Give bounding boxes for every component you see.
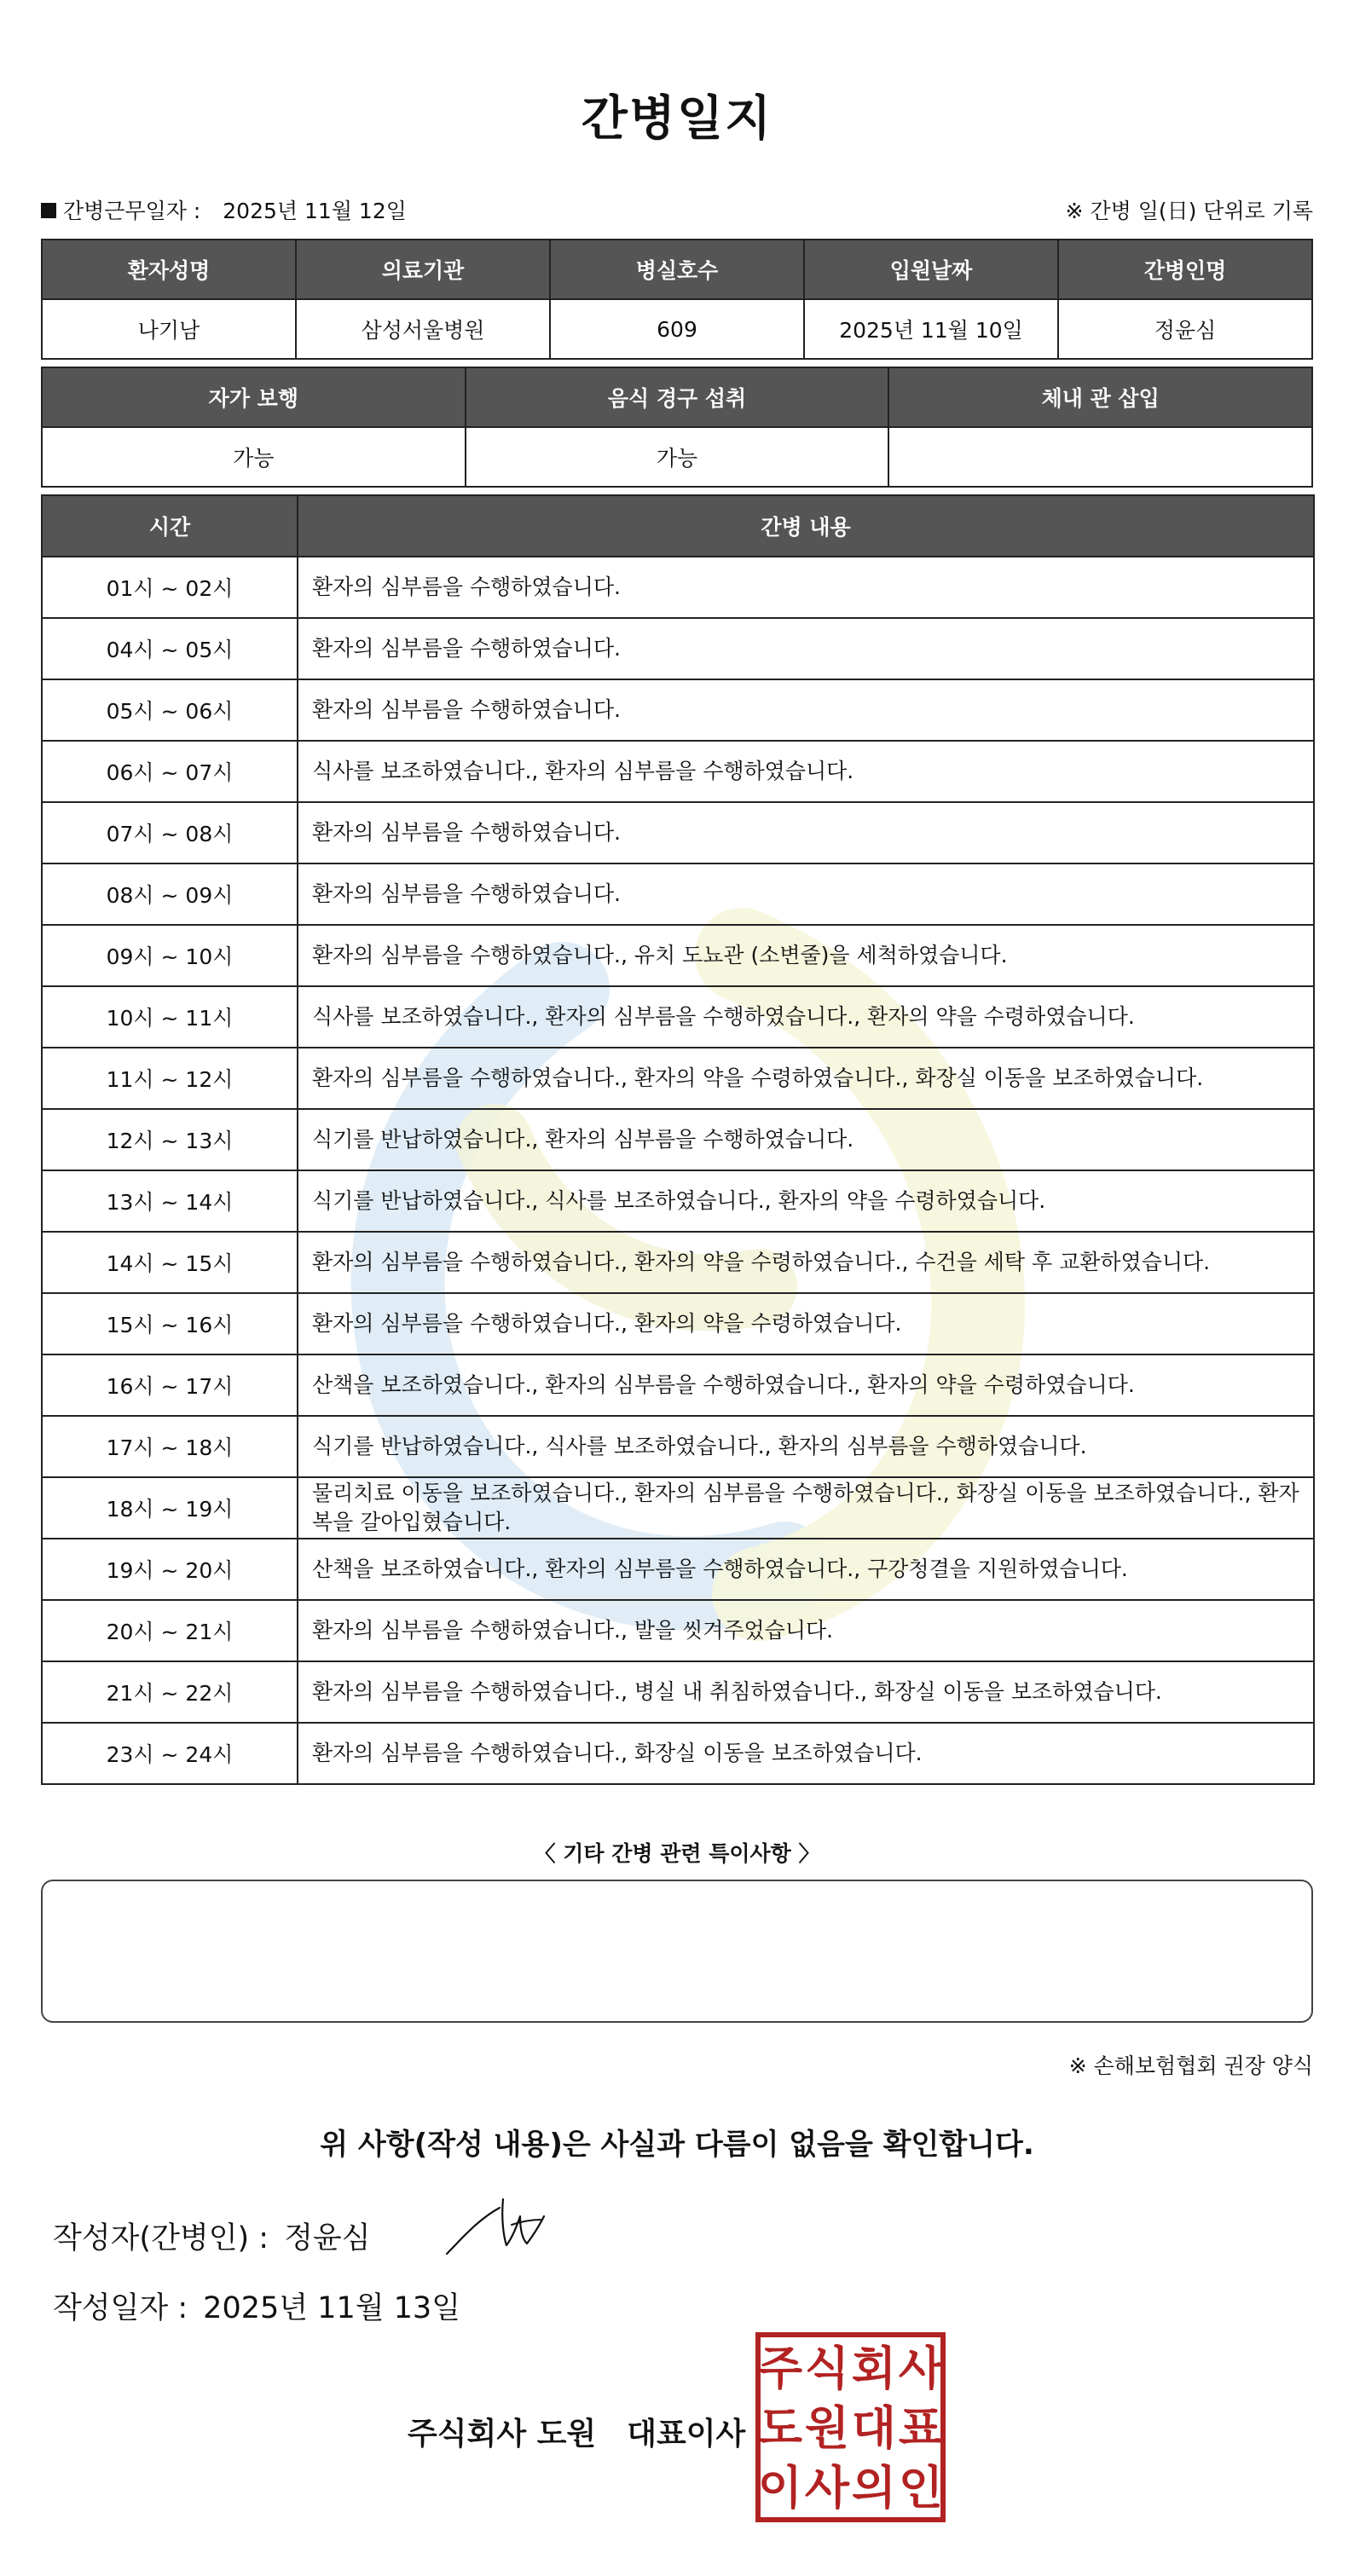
- care-log-header-row: [42, 495, 1314, 557]
- care-log-content: 환자의 심부름을 수행하였습니다.: [298, 679, 1314, 741]
- header-room: 병실호수: [550, 240, 804, 299]
- care-log-time: 11시 ~ 12시: [42, 1048, 298, 1109]
- seal-character: 인: [898, 2461, 944, 2515]
- work-date-value: 2025년 11월 12일: [223, 199, 407, 223]
- handwritten-signature: [443, 2191, 554, 2259]
- care-log-row: [42, 925, 1314, 986]
- tube-insertion-value: [888, 427, 1312, 487]
- care-log-content: 산책을 보조하였습니다., 환자의 심부름을 수행하였습니다., 구강청결을 지원하였습니다.: [298, 1539, 1314, 1600]
- seal-character: 의: [851, 2461, 897, 2515]
- patient-name: 나기남: [42, 299, 296, 359]
- patient-info-value-row: [42, 299, 1312, 359]
- care-log-time: 15시 ~ 16시: [42, 1293, 298, 1354]
- care-log-body: [42, 557, 1314, 1784]
- seal-character: 이: [757, 2461, 803, 2515]
- header-time: 시간: [42, 495, 298, 557]
- care-log-row: [42, 679, 1314, 741]
- header-care-content: 간병 내용: [298, 495, 1314, 557]
- written-date-line: [53, 2284, 460, 2327]
- patient-info-header-row: [42, 240, 1312, 299]
- care-log-row: [42, 618, 1314, 679]
- header-oral-intake: 음식 경구 섭취: [466, 367, 889, 427]
- care-log-time: 20시 ~ 21시: [42, 1600, 298, 1661]
- care-log-table: [41, 494, 1315, 1785]
- square-bullet-icon: [41, 203, 56, 218]
- header-caregiver: 간병인명: [1058, 240, 1312, 299]
- care-log-time: 06시 ~ 07시: [42, 741, 298, 802]
- care-log-content: 환자의 심부름을 수행하였습니다., 환자의 약을 수령하였습니다., 화장실 이동을 보조하였습니다.: [298, 1048, 1314, 1109]
- care-log-content: 식기를 반납하였습니다., 환자의 심부름을 수행하였습니다.: [298, 1109, 1314, 1170]
- care-log-content: 환자의 심부름을 수행하였습니다., 환자의 약을 수령하였습니다.: [298, 1293, 1314, 1354]
- patient-info-table: [41, 239, 1313, 360]
- care-log-content: 환자의 심부름을 수행하였습니다.: [298, 618, 1314, 679]
- care-log-content: 환자의 심부름을 수행하였습니다., 유치 도뇨관 (소변줄)을 세척하였습니다.: [298, 925, 1314, 986]
- header-hospital: 의료기관: [296, 240, 550, 299]
- care-log-content: 환자의 심부름을 수행하였습니다., 발을 씻겨주었습니다.: [298, 1600, 1314, 1661]
- care-log-row: [42, 1416, 1314, 1477]
- care-log-row: [42, 802, 1314, 863]
- care-log-time: 09시 ~ 10시: [42, 925, 298, 986]
- seal-character: 원: [804, 2401, 850, 2455]
- header-patient-name: 환자성명: [42, 240, 296, 299]
- work-date: [41, 194, 407, 225]
- room-number: 609: [550, 299, 804, 359]
- company-name: 주식회사 도원: [408, 2417, 597, 2452]
- care-log-row: [42, 1232, 1314, 1293]
- seal-character: 도: [757, 2401, 803, 2455]
- care-log-time: 17시 ~ 18시: [42, 1416, 298, 1477]
- confirmation-statement: 위 사항(작성 내용)은 사실과 다름이 없음을 확인합니다.: [320, 2128, 1034, 2162]
- care-log-content: 환자의 심부름을 수행하였습니다.: [298, 802, 1314, 863]
- company-title: 대표이사: [627, 2417, 746, 2452]
- care-log-time: 14시 ~ 15시: [42, 1232, 298, 1293]
- writer-line: [53, 2215, 371, 2257]
- care-log-content: 식기를 반납하였습니다., 식사를 보조하였습니다., 환자의 약을 수령하였습니다.: [298, 1170, 1314, 1232]
- care-log-row: [42, 741, 1314, 802]
- care-log-content: 식사를 보조하였습니다., 환자의 심부름을 수행하였습니다.: [298, 741, 1314, 802]
- care-log-row: [42, 1109, 1314, 1170]
- admission-date: 2025년 11월 10일: [804, 299, 1058, 359]
- seal-character: 표: [898, 2401, 944, 2455]
- care-log-time: 16시 ~ 17시: [42, 1354, 298, 1416]
- status-info-header-row: [42, 367, 1312, 427]
- oral-intake-value: 가능: [466, 427, 889, 487]
- care-log-time: 04시 ~ 05시: [42, 618, 298, 679]
- care-log-row: [42, 1600, 1314, 1661]
- written-date-label: 작성일자 :: [53, 2291, 188, 2325]
- care-log-row: [42, 1723, 1314, 1784]
- record-note: ※ 간병 일(日) 단위로 기록: [1065, 199, 1313, 223]
- care-log-row: [42, 1354, 1314, 1416]
- care-log-time: 23시 ~ 24시: [42, 1723, 298, 1784]
- seal-character: 사: [898, 2342, 944, 2395]
- care-log-row: [42, 557, 1314, 618]
- hospital-name: 삼성서울병원: [296, 299, 550, 359]
- care-log-time: 21시 ~ 22시: [42, 1661, 298, 1723]
- care-log-row: [42, 1293, 1314, 1354]
- care-log-content: 환자의 심부름을 수행하였습니다., 병실 내 취침하였습니다., 화장실 이동을 보조하였습니다.: [298, 1661, 1314, 1723]
- caregiver-name: 정윤심: [1058, 299, 1312, 359]
- care-log-time: 07시 ~ 08시: [42, 802, 298, 863]
- seal-character: 대: [851, 2401, 897, 2455]
- header-self-walking: 자가 보행: [42, 367, 466, 427]
- care-log-row: [42, 1170, 1314, 1232]
- header-admission-date: 입원날짜: [804, 240, 1058, 299]
- care-log-content: 환자의 심부름을 수행하였습니다., 화장실 이동을 보조하였습니다.: [298, 1723, 1314, 1784]
- status-info-value-row: [42, 427, 1312, 487]
- care-log-content: 물리치료 이동을 보조하였습니다., 환자의 심부름을 수행하였습니다., 화장실 이동을 보조하였습니다., 환자 복을 갈아입혔습니다.: [298, 1477, 1314, 1539]
- seal-character: 식: [804, 2342, 850, 2395]
- care-log-time: 05시 ~ 06시: [42, 679, 298, 741]
- care-log-time: 08시 ~ 09시: [42, 863, 298, 925]
- care-log-content: 식사를 보조하였습니다., 환자의 심부름을 수행하였습니다., 환자의 약을 수령하였습니다.: [298, 986, 1314, 1048]
- written-date-value: 2025년 11월 13일: [203, 2291, 460, 2325]
- care-log-content: 환자의 심부름을 수행하였습니다., 환자의 약을 수령하였습니다., 수건을 세탁 후 교환하였습니다.: [298, 1232, 1314, 1293]
- care-log-content: 산책을 보조하였습니다., 환자의 심부름을 수행하였습니다., 환자의 약을 수령하였습니다.: [298, 1354, 1314, 1416]
- care-log-row: [42, 1477, 1314, 1539]
- care-log-time: 12시 ~ 13시: [42, 1109, 298, 1170]
- care-log-time: 18시 ~ 19시: [42, 1477, 298, 1539]
- care-log-content: 환자의 심부름을 수행하였습니다.: [298, 557, 1314, 618]
- status-info-table: [41, 367, 1313, 488]
- work-date-label: 간병근무일자 :: [63, 199, 201, 223]
- company-seal: [755, 2331, 946, 2523]
- document-title: 간병일지: [581, 91, 773, 147]
- care-log-time: 13시 ~ 14시: [42, 1170, 298, 1232]
- seal-character: 주: [757, 2342, 803, 2395]
- care-log-row: [42, 986, 1314, 1048]
- writer-name: 정윤심: [284, 2221, 371, 2255]
- care-log-time: 10시 ~ 11시: [42, 986, 298, 1048]
- recommended-form-note: ※ 손해보험협회 권장 양식: [1068, 2053, 1313, 2078]
- care-log-row: [42, 863, 1314, 925]
- care-log-time: 01시 ~ 02시: [42, 557, 298, 618]
- seal-character: 회: [851, 2342, 897, 2395]
- notes-box: [41, 1880, 1313, 2023]
- header-tube-insertion: 체내 관 삽입: [888, 367, 1312, 427]
- company-line: [408, 2410, 745, 2453]
- care-log-row: [42, 1661, 1314, 1723]
- care-log-time: 19시 ~ 20시: [42, 1539, 298, 1600]
- self-walking-value: 가능: [42, 427, 466, 487]
- care-log-row: [42, 1539, 1314, 1600]
- notes-title: 〈 기타 간병 관련 특이사항 〉: [534, 1841, 820, 1866]
- care-log-content: 환자의 심부름을 수행하였습니다.: [298, 863, 1314, 925]
- care-log-content: 식기를 반납하였습니다., 식사를 보조하였습니다., 환자의 심부름을 수행하였습니다.: [298, 1416, 1314, 1477]
- seal-character: 사: [804, 2461, 850, 2515]
- care-log-row: [42, 1048, 1314, 1109]
- writer-label: 작성자(간병인) :: [53, 2221, 269, 2255]
